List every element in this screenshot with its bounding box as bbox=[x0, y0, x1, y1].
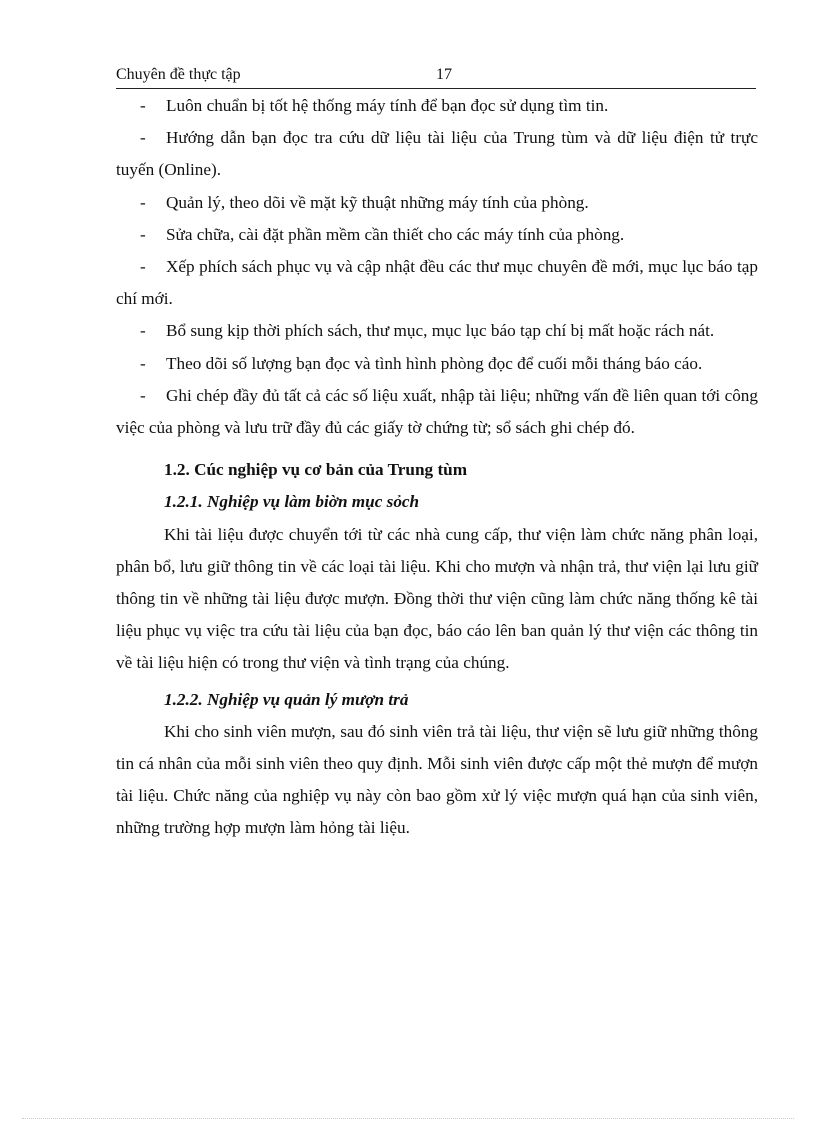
bullet-dash: - bbox=[140, 321, 146, 341]
bullet-item: - Theo dõi số lượng bạn đọc và tình hình phòng đọc để cuối mỗi tháng báo cáo. bbox=[116, 348, 758, 380]
subsection-heading-1-2-2: 1.2.2. Nghiệp vụ quản lý mượn trả bbox=[164, 689, 409, 709]
bullet-item: - Quản lý, theo dõi về mặt kỹ thuật những máy tính của phòng. bbox=[116, 187, 758, 219]
bullet-dash: - bbox=[140, 353, 146, 373]
bullet-dash: - bbox=[140, 96, 146, 115]
bullet-item: - Ghi chép đầy đủ tất cả các số liệu xuất, nhập tài liệu; những vấn đề liên quan tới công việc của phòng và lưu trữ đầy đủ các giấy tờ chứng từ; sổ sách ghi chép đó. bbox=[116, 380, 758, 444]
bullet-item: - Hướng dẫn bạn đọc tra cứu dữ liệu tài liệu của Trung tùm và dữ liệu điện tử trực tuyến (Online). bbox=[116, 122, 758, 186]
bullet-dash: - bbox=[140, 128, 146, 148]
paragraph-1-2-1: Khi tài liệu được chuyển tới từ các nhà cung cấp, thư viện làm chức năng phân loại, phân bổ, lưu giữ thông tin về các loại tài liệu. Khi cho mượn và nhận trả, thư viện lại lưu giữ thông tin về những tài liệu được mượn. Đồng thời thư viện cũng làm chức năng thống kê tài liệu phục vụ việc tra cứu tài liệu của bạn đọc, báo cáo lên ban quản lý thư viện các thông tin về tài liệu hiện có trong thư viện và tình trạng của chúng. bbox=[116, 524, 758, 673]
section-heading-1-2: 1.2. Cúc nghiệp vụ cơ bản của Trung tùm bbox=[164, 460, 468, 480]
subsection-heading-1-2-1: 1.2.1. Nghiệp vụ làm biờn mục sỏch bbox=[164, 492, 420, 512]
paragraph-1-2-2: Khi cho sinh viên mượn, sau đó sinh viên trả tài liệu, thư viện sẽ lưu giữ những thông tin cá nhân của mỗi sinh viên theo quy định. Mỗi sinh viên được cấp một thẻ mượn để mượn tài liệu. Chức năng của nghiệp vụ này còn bao gồm xử lý việc mượn quá hạn của sinh viên, những trường hợp mượn làm hỏng tài liệu. bbox=[116, 721, 758, 838]
page-header bbox=[116, 64, 756, 89]
document-body bbox=[116, 90, 758, 845]
page-bottom-divider bbox=[22, 1118, 794, 1119]
bullet-dash: - bbox=[140, 257, 146, 277]
header-title: Chuyên đề thực tập bbox=[116, 66, 241, 83]
bullet-item: - Xếp phích sách phục vụ và cập nhật đều các thư mục chuyên đề mới, mục lục báo tạp chí mới. bbox=[116, 251, 758, 315]
bullet-dash: - bbox=[140, 224, 146, 244]
bullet-item: - Sửa chữa, cài đặt phần mềm cần thiết cho các máy tính của phòng. bbox=[116, 219, 758, 251]
page-number: 17 bbox=[436, 66, 452, 83]
bullet-item: - Luôn chuẩn bị tốt hệ thống máy tính để bạn đọc sử dụng tìm tin. bbox=[116, 90, 758, 122]
bullet-dash: - bbox=[140, 385, 146, 405]
bullet-dash: - bbox=[140, 192, 146, 212]
bullet-item: - Bổ sung kịp thời phích sách, thư mục, mục lục báo tạp chí bị mất hoặc rách nát. bbox=[116, 315, 758, 347]
